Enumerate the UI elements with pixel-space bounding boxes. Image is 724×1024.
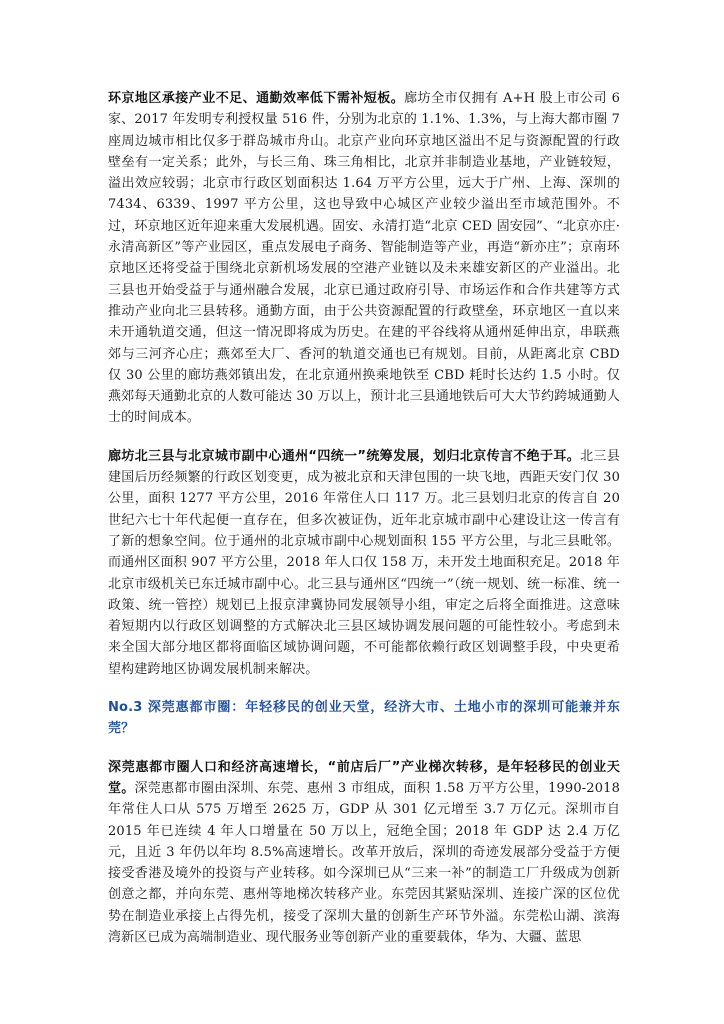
paragraph-lead: 廊坊北三县与北京城市副中心通州“四统一”统筹发展，划归北京传言不绝于耳。 [108,448,581,464]
document-page [108,88,620,965]
paragraph-body: 北三县建国后历经频繁的行政区划变更，成为被北京和天津包围的一块飞地，西距天安门仅 30 公里，面积 1277 平方公里，2016 年常住人口 117 万。北三县划归北京的传言自 20 世纪六七十年代起便一直存在，但多次被证伪，近年北京城市副中心建设让这一传言有了新的想象空间。位于通州的北京城市副中心规划面积 155 平方公里，与北三县毗邻。而通州区面积 907 平方公里，2018 年人口仅 158 万，未开发土地面积充足。2018 年北京市级机关已东迁城市副中心。北三县与通州区“四统一”（统一规划、统一标准、统一政策、统一管控）规划已上报京津冀协同发展领导小组，审定之后将全面推进。这意味着短期内以行政区划调整的方式解决北三县区域协调发展问题的可能性较小。考虑到未来全国大部分地区都将面临区域协调问题，不可能都依赖行政区划调整手段，中央更希望构建跨地区协调发展机制来解决。 [108,448,620,677]
paragraph-huanjing [108,88,620,429]
paragraph-body: 深莞惠都市圈由深圳、东莞、惠州 3 市组成，面积 1.58 万平方公里，1990-2018 年常住人口从 575 万增至 2625 万，GDP 从 301 亿元增至 3.7 万亿元。深圳市自 2015 年已连续 4 年人口增量在 50 万以上，冠绝全国；2018 年 GDP 达 2.4 万亿元，且近 3 年仍以年均 8.5%高速增长。改革开放后，深圳的奇迹发展部分受益于方便接受香港及境外的投资与产业转移。如今深圳已从“三来一补”的制造工厂升级成为创新创意之都，并向东莞、惠州等地梯次转移产业。东莞因其紧贴深圳、连接广深的区位优势在制造业承接上占得先机，接受了深圳大量的创新生产环节外溢。东莞松山湖、滨海湾新区已成为高端制造业、现代服务业等创新产业的重要载体，华为、大疆、蓝思 [108,780,620,945]
paragraph-body: 廊坊全市仅拥有 A+H 股上市公司 6 家、2017 年发明专利授权量 516 件，分别为北京的 1.1%、1.3%，与上海大都市圈 7 座周边城市相比仅多于群岛城市舟山。北京产业向环京地区溢出不足与资源配置的行政壁垒有一定关系；此外，与长三角、珠三角相比，北京并非制造业基地，产业链较短，溢出效应较弱；北京市行政区划面积达 1.64 万平方公里，远大于广州、上海、深圳的 7434、6339、1997 平方公里，这也导致中心城区产业较少溢出至市域范围外。不过，环京地区近年迎来重大发展机遇。固安、永清打造“北京 CED 固安园”、“北京亦庄·永清高新区”等产业园区，重点发展电子商务、智能制造等产业，再造“新亦庄”；京南环京地区还将受益于围绕北京新机场发展的空港产业链以及未来雄安新区的产业溢出。北三县也开始受益于与通州融合发展，北京已通过政府引导、市场运作和合作共建等方式推动产业向北三县转移。通勤方面，由于公共资源配置的行政壁垒，环京地区一直以来未开通轨道交通，但这一情况即将成为历史。在建的平谷线将从通州延伸出京，串联燕郊与三河齐心庄；燕郊至大厂、香河的轨道交通也已有规划。目前，从距离北京 CBD 仅 30 公里的廊坊燕郊镇出发，在北京通州换乘地铁至 CBD 耗时长达约 1.5 小时。仅燕郊每天通勤北京的人数可能达 30 万以上，预计北三县通地铁后可大大节约跨城通勤人士的时间成本。 [108,91,620,426]
paragraph-lead: 环京地区承接产业不足、通勤效率低下需补短板。 [108,91,405,106]
section-heading-no3: No.3 深莞惠都市圈：年轻移民的创业天堂，经济大市、土地小市的深圳可能兼并东莞？ [108,700,620,737]
paragraph-lead: 深莞惠都市圈人口和经济高速增长，“前店后厂”产业梯次转移，是年轻移民的创业天堂。 [108,759,620,796]
paragraph-shenguanhui [108,757,620,949]
paragraph-beisanxian [108,446,620,680]
